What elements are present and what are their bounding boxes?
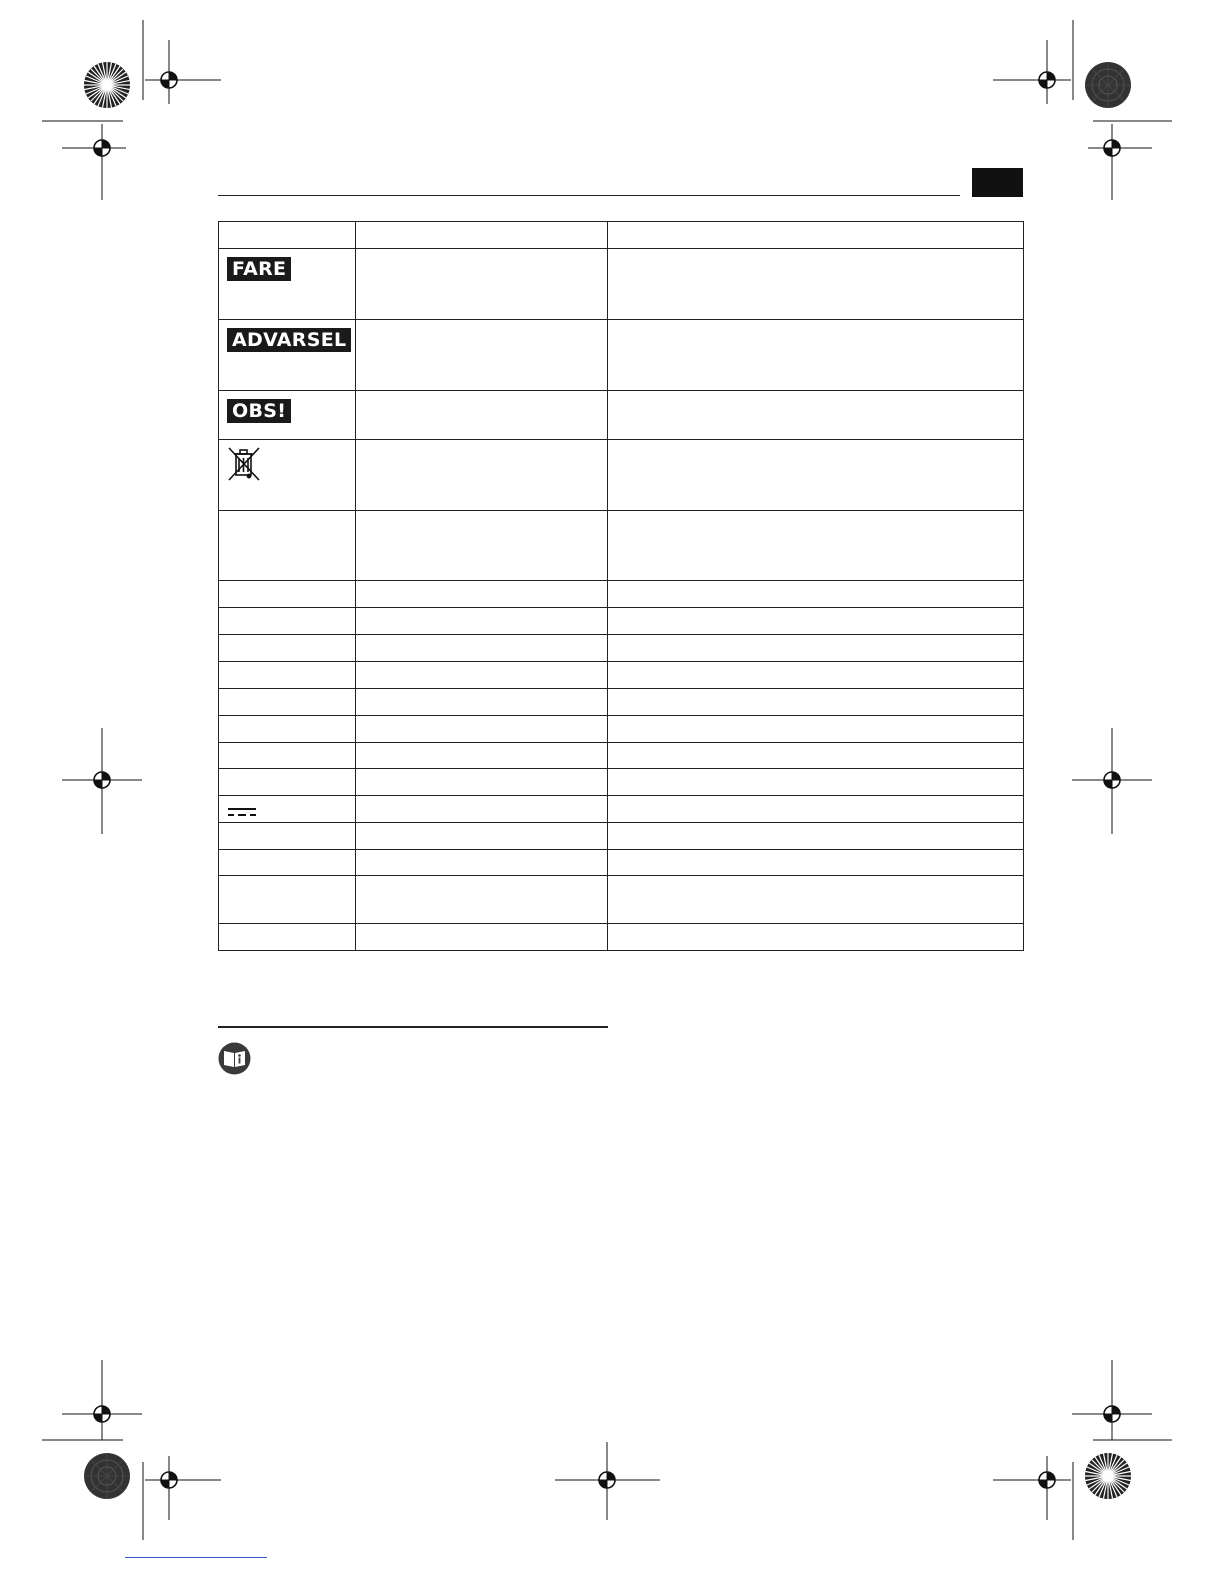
direct-current-icon [227,804,355,822]
table-cell [356,796,608,823]
warning-label: ADVARSEL [227,328,351,352]
symbol-table [218,221,1024,951]
table-cell [219,924,356,951]
read-manual-icon [218,1042,251,1075]
table-cell [356,440,608,511]
table-cell [356,608,608,635]
table-row [219,249,1024,320]
table-cell [219,716,356,743]
header-rule [218,195,960,196]
table-header-row [219,222,1024,249]
table-cell [608,662,1024,689]
section-rule [218,1026,608,1028]
table-cell [356,850,608,876]
table-cell [219,635,356,662]
table-row [219,662,1024,689]
table-row [219,850,1024,876]
table-cell [608,924,1024,951]
table-cell [608,320,1024,391]
table-cell [356,769,608,796]
table-cell [219,850,356,876]
table-cell [356,662,608,689]
table-cell [219,662,356,689]
table-row [219,320,1024,391]
table-cell [608,850,1024,876]
table-cell [219,823,356,850]
table-row [219,823,1024,850]
table-cell [219,876,356,924]
table-cell [356,635,608,662]
table-row [219,440,1024,511]
footer-link-underline [125,1557,267,1558]
table-row [219,876,1024,924]
table-row [219,716,1024,743]
table-cell [608,716,1024,743]
table-row [219,924,1024,951]
table-row [219,743,1024,769]
table-cell [608,222,1024,249]
table-row [219,689,1024,716]
table-row [219,769,1024,796]
table-cell-symbol [219,249,356,320]
table-row [219,581,1024,608]
table-cell [356,391,608,440]
table-cell [608,635,1024,662]
language-tab-marker [972,168,1023,197]
table-row [219,635,1024,662]
danger-label: FARE [227,257,291,281]
table-cell [608,876,1024,924]
table-row [219,796,1024,823]
table-cell [356,581,608,608]
table-cell [608,440,1024,511]
table-cell [356,743,608,769]
table-cell [608,689,1024,716]
table-cell [356,823,608,850]
table-cell [356,249,608,320]
table-cell [219,689,356,716]
table-cell-symbol [219,440,356,511]
table-cell [219,581,356,608]
table-cell [608,769,1024,796]
table-row [219,608,1024,635]
crossed-out-wheelie-bin-icon [227,446,355,487]
table-cell [356,716,608,743]
table-cell [608,823,1024,850]
table-cell [356,689,608,716]
table-cell [219,511,356,581]
table-cell [608,608,1024,635]
table-cell-symbol [219,391,356,440]
table-cell [608,511,1024,581]
table-cell [608,743,1024,769]
table-row [219,511,1024,581]
table-cell [356,876,608,924]
table-cell [219,222,356,249]
table-cell [356,511,608,581]
table-cell-symbol [219,320,356,391]
table-cell [356,320,608,391]
table-cell [608,581,1024,608]
table-cell [219,608,356,635]
table-cell [608,249,1024,320]
caution-label: OBS! [227,399,291,423]
table-cell [356,222,608,249]
table-cell [356,924,608,951]
table-row [219,391,1024,440]
table-cell [219,769,356,796]
table-cell [608,796,1024,823]
table-cell [219,743,356,769]
table-cell-symbol [219,796,356,823]
table-cell [608,391,1024,440]
